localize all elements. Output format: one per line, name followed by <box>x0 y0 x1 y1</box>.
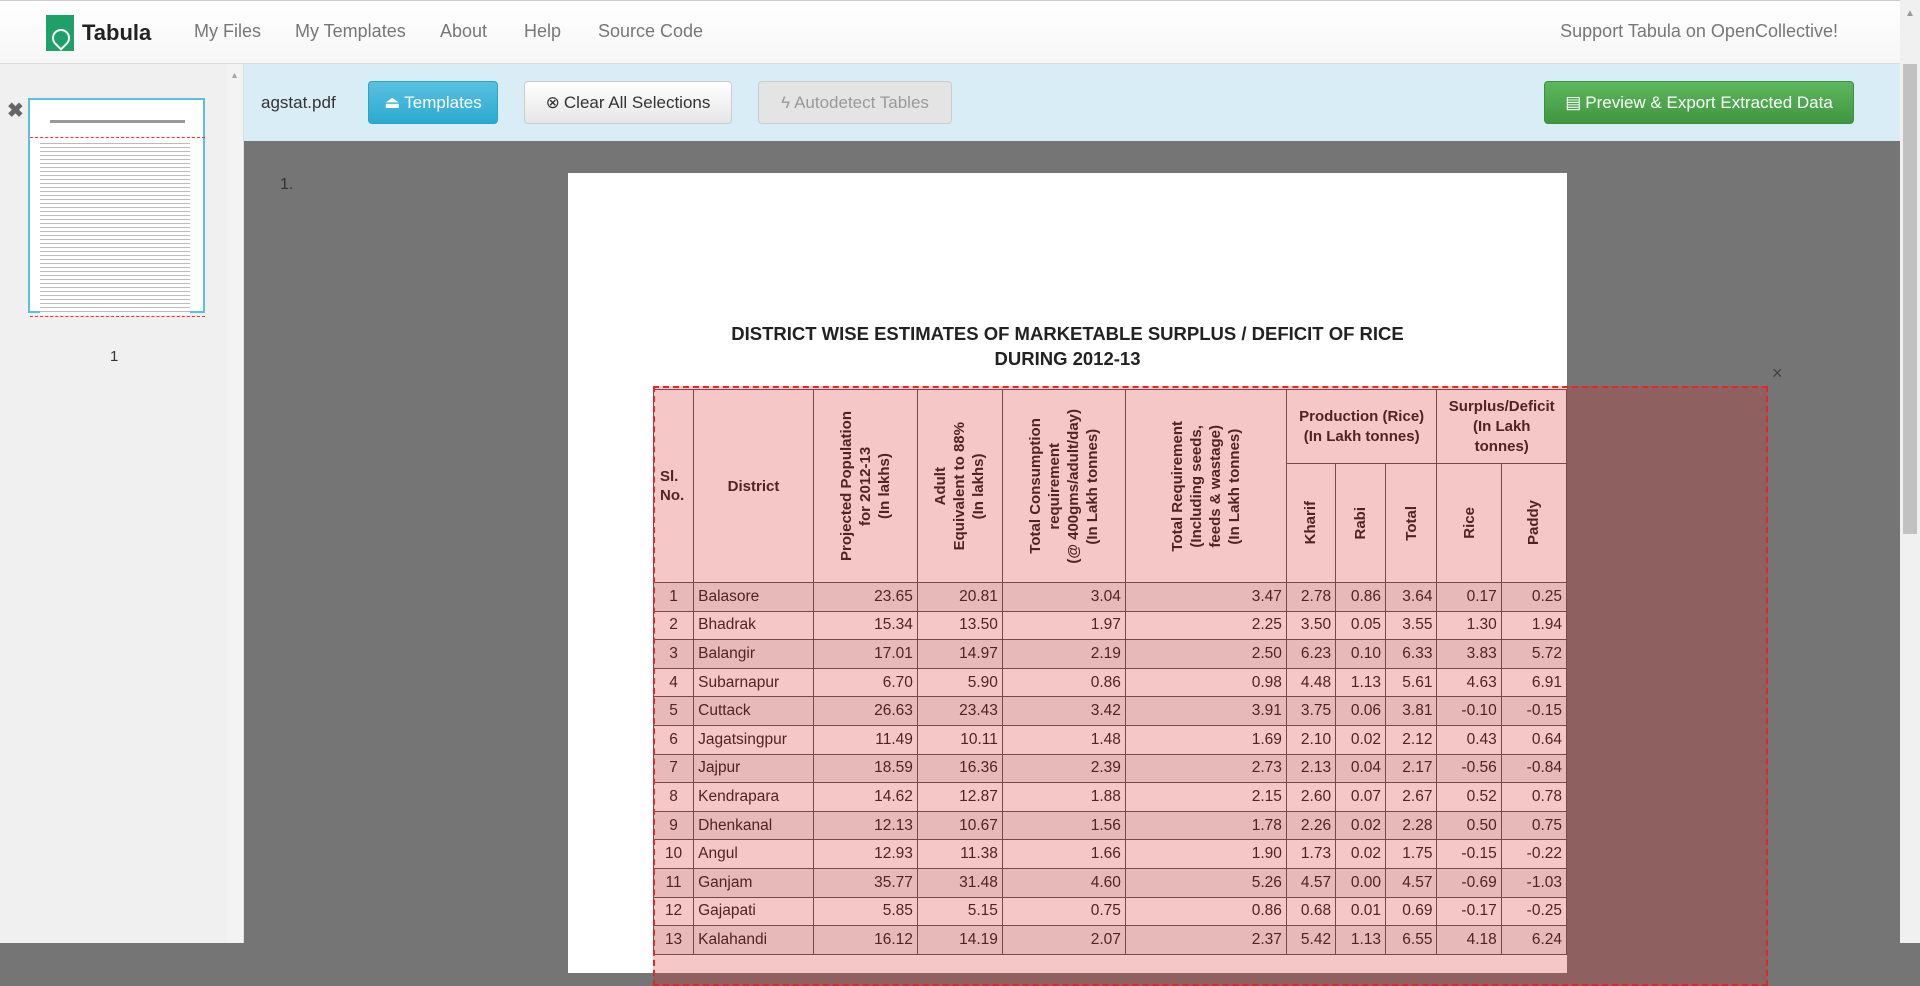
table-cell: 0.43 <box>1437 725 1501 754</box>
table-cell: Angul <box>694 840 814 869</box>
table-cell: 16.36 <box>917 754 1002 783</box>
table-cell: 2.26 <box>1286 811 1335 840</box>
support-link[interactable]: Support Tabula on OpenCollective! <box>1560 21 1838 41</box>
table-cell: Ganjam <box>694 868 814 897</box>
table-cell: 3.04 <box>1002 583 1125 612</box>
table-cell: 6.55 <box>1386 926 1437 955</box>
table-cell: 5.72 <box>1501 640 1566 669</box>
table-cell: -0.25 <box>1501 897 1566 926</box>
header-requirement: Total Requirement (Including seeds, feeds & wastage) (In Lakh tonnes) <box>1168 420 1243 552</box>
table-cell: -0.22 <box>1501 840 1566 869</box>
table-cell: 10 <box>654 840 694 869</box>
thumbnail-selection <box>30 137 205 317</box>
table-cell: -0.84 <box>1501 754 1566 783</box>
table-cell: -0.15 <box>1501 697 1566 726</box>
tabula-logo-icon <box>46 15 74 51</box>
brand-name: Tabula <box>82 20 152 45</box>
lightning-bolt-icon: ϟ <box>781 92 791 112</box>
table-cell: 5.42 <box>1286 926 1335 955</box>
table-cell: 8 <box>654 783 694 812</box>
header-total: Total <box>1402 505 1420 541</box>
table-cell: 7 <box>654 754 694 783</box>
table-cell: 0.75 <box>1002 897 1125 926</box>
table-cell: 15.34 <box>813 611 917 640</box>
table-cell: 31.48 <box>917 868 1002 897</box>
table-cell: Dhenkanal <box>694 811 814 840</box>
table-cell: 4.57 <box>1286 868 1335 897</box>
nav-my-files[interactable]: My Files <box>194 21 261 41</box>
table-cell: -0.56 <box>1437 754 1501 783</box>
table-cell: 1.97 <box>1002 611 1125 640</box>
table-cell: 2.39 <box>1002 754 1125 783</box>
table-cell: 1.73 <box>1286 840 1335 869</box>
thumbnail-page-number: 1 <box>110 348 119 365</box>
table-cell: 2.15 <box>1125 783 1286 812</box>
table-cell: 12.13 <box>813 811 917 840</box>
table-cell: 0.64 <box>1501 725 1566 754</box>
table-cell: 2.73 <box>1125 754 1286 783</box>
scroll-up-arrow-icon[interactable]: ▲ <box>1905 8 1915 19</box>
table-cell: 6 <box>654 725 694 754</box>
table-cell: 23.43 <box>917 697 1002 726</box>
document-title <box>568 321 1567 371</box>
scrollbar-thumb[interactable] <box>1903 64 1917 534</box>
table-cell: 11 <box>654 868 694 897</box>
table-cell: 5.15 <box>917 897 1002 926</box>
table-cell: 2.78 <box>1286 583 1335 612</box>
table-cell: 26.63 <box>813 697 917 726</box>
table-cell: 9 <box>654 811 694 840</box>
table-cell: 3.64 <box>1386 583 1437 612</box>
navbar <box>0 0 1900 64</box>
table-cell: 35.77 <box>813 868 917 897</box>
table-cell: -0.15 <box>1437 840 1501 869</box>
remove-selection-close-icon[interactable]: ✖ <box>7 100 24 122</box>
table-cell: 11.49 <box>813 725 917 754</box>
table-cell: 3.91 <box>1125 697 1286 726</box>
table-cell: 3.55 <box>1386 611 1437 640</box>
table-cell: Cuttack <box>694 697 814 726</box>
scroll-up-arrow-icon[interactable]: ▲ <box>230 70 239 80</box>
page-number-label: 1. <box>280 176 294 193</box>
table-cell: 0.06 <box>1336 697 1386 726</box>
table-cell: 0.86 <box>1125 897 1286 926</box>
header-adult-equivalent: Adult Equivalent to 88% (In lakhs) <box>932 421 988 551</box>
table-cell: 1.78 <box>1125 811 1286 840</box>
table-cell: 3.42 <box>1002 697 1125 726</box>
thumbnail-title <box>50 120 185 123</box>
table-cell: 3.81 <box>1386 697 1437 726</box>
table-cell: 10.67 <box>917 811 1002 840</box>
table-cell: 1.48 <box>1002 725 1125 754</box>
header-kharif: Kharif <box>1302 501 1320 545</box>
table-cell: Kalahandi <box>694 926 814 955</box>
table-cell: 2.25 <box>1125 611 1286 640</box>
table-cell: 0.10 <box>1336 640 1386 669</box>
table-cell: 2.28 <box>1386 811 1437 840</box>
file-name: agstat.pdf <box>261 93 336 112</box>
table-cell: Bhadrak <box>694 611 814 640</box>
table-cell: Subarnapur <box>694 668 814 697</box>
nav-about[interactable]: About <box>440 21 488 41</box>
nav-source-code[interactable]: Source Code <box>598 21 704 41</box>
header-paddy: Paddy <box>1525 500 1543 546</box>
table-cell: 4.18 <box>1437 926 1501 955</box>
header-district: District <box>694 390 814 583</box>
table-cell: 14.97 <box>917 640 1002 669</box>
table-cell: 4 <box>654 668 694 697</box>
table-cell: 2.19 <box>1002 640 1125 669</box>
export-label: Preview & Export Extracted Data <box>1585 92 1833 112</box>
table-cell: 2.07 <box>1002 926 1125 955</box>
templates-button[interactable] <box>368 81 498 124</box>
selection-close-icon[interactable]: × <box>1772 363 1783 383</box>
table-cell: Jajpur <box>694 754 814 783</box>
nav-help[interactable]: Help <box>524 21 562 41</box>
table-cell: 16.12 <box>813 926 917 955</box>
table-cell: 5.26 <box>1125 868 1286 897</box>
header-production: Production (Rice) (In Lakh tonnes) <box>1286 390 1437 464</box>
table-cell: -0.17 <box>1437 897 1501 926</box>
table-cell: 0.07 <box>1336 783 1386 812</box>
table-cell: Balangir <box>694 640 814 669</box>
table-cell: 2.67 <box>1386 783 1437 812</box>
nav-my-templates[interactable]: My Templates <box>295 21 406 41</box>
table-cell: 4.57 <box>1386 868 1437 897</box>
table-cell: 23.65 <box>813 583 917 612</box>
table-cell: 1.94 <box>1501 611 1566 640</box>
table-cell: 0.98 <box>1125 668 1286 697</box>
table-cell: 1.88 <box>1002 783 1125 812</box>
table-cell: 5.61 <box>1386 668 1437 697</box>
table-cell: 0.25 <box>1501 583 1566 612</box>
table-cell: 1.13 <box>1336 926 1386 955</box>
table-cell: Kendrapara <box>694 783 814 812</box>
table-cell: 0.17 <box>1437 583 1501 612</box>
table-cell: 6.23 <box>1286 640 1335 669</box>
table-cell: 0.01 <box>1336 897 1386 926</box>
brand-link[interactable] <box>46 15 151 51</box>
clear-circle-x-icon: ⊗ <box>545 92 560 112</box>
header-sl-no: Sl. No. <box>654 390 694 583</box>
clear-label: Clear All Selections <box>563 92 711 112</box>
header-rabi: Rabi <box>1352 506 1370 540</box>
table-cell: 10.11 <box>917 725 1002 754</box>
table-cell: 4.48 <box>1286 668 1335 697</box>
table-selection-region[interactable] <box>653 386 1768 986</box>
table-cell: 13.50 <box>917 611 1002 640</box>
sidebar-scrollbar[interactable] <box>227 64 243 943</box>
header-population: Projected Population for 2012-13 (In lakhs) <box>837 410 893 561</box>
table-cell: 0.78 <box>1501 783 1566 812</box>
title-line-2: DURING 2012-13 <box>994 348 1141 369</box>
table-cell: 3 <box>654 640 694 669</box>
table-cell: 1.66 <box>1002 840 1125 869</box>
header-rice: Rice <box>1460 507 1478 539</box>
table-cell: 0.02 <box>1336 811 1386 840</box>
table-cell: 2.12 <box>1386 725 1437 754</box>
table-cell: 2.13 <box>1286 754 1335 783</box>
header-consumption: Total Consumption requirement (@ 400gms/adult/day) (In Lakh tonnes) <box>1026 408 1101 564</box>
autodetect-tables-button[interactable] <box>758 81 952 124</box>
table-cell: 3.83 <box>1437 640 1501 669</box>
table-cell: -0.69 <box>1437 868 1501 897</box>
table-cell: 5.85 <box>813 897 917 926</box>
templates-icon: ⏏ <box>384 92 401 112</box>
table-cell: 14.62 <box>813 783 917 812</box>
table-cell: 1.30 <box>1437 611 1501 640</box>
table-cell: 0.50 <box>1437 811 1501 840</box>
autodetect-label: Autodetect Tables <box>794 92 929 112</box>
table-cell: 3.75 <box>1286 697 1335 726</box>
table-cell: 4.63 <box>1437 668 1501 697</box>
table-cell: 11.38 <box>917 840 1002 869</box>
table-cell: 2.10 <box>1286 725 1335 754</box>
table-cell: 1.90 <box>1125 840 1286 869</box>
table-cell: 6.24 <box>1501 926 1566 955</box>
table-cell: 2.50 <box>1125 640 1286 669</box>
table-cell: 0.86 <box>1002 668 1125 697</box>
table-cell: 12 <box>654 897 694 926</box>
table-cell: Balasore <box>694 583 814 612</box>
page-scrollbar[interactable] <box>1900 0 1920 943</box>
templates-label: Templates <box>404 92 482 112</box>
table-cell: 0.75 <box>1501 811 1566 840</box>
table-cell: 13 <box>654 926 694 955</box>
toolbar <box>244 64 1900 141</box>
table-cell: 0.52 <box>1437 783 1501 812</box>
table-cell: 1.69 <box>1125 725 1286 754</box>
table-cell: 0.04 <box>1336 754 1386 783</box>
table-cell: 2.17 <box>1386 754 1437 783</box>
table-cell: 2.60 <box>1286 783 1335 812</box>
table-cell: 1.56 <box>1002 811 1125 840</box>
table-cell: 0.68 <box>1286 897 1335 926</box>
table-cell: 0.02 <box>1336 725 1386 754</box>
table-cell: 14.19 <box>917 926 1002 955</box>
table-cell: 0.02 <box>1336 840 1386 869</box>
table-cell: 6.33 <box>1386 640 1437 669</box>
table-cell: 6.70 <box>813 668 917 697</box>
table-cell: 2 <box>654 611 694 640</box>
header-surplus-deficit: Surplus/Deficit (In Lakh tonnes) <box>1437 390 1567 464</box>
table-cell: 20.81 <box>917 583 1002 612</box>
table-cell: 0.00 <box>1336 868 1386 897</box>
table-cell: 6.91 <box>1501 668 1566 697</box>
table-cell: -0.10 <box>1437 697 1501 726</box>
page-thumbnail[interactable] <box>28 98 205 313</box>
table-cell: 12.87 <box>917 783 1002 812</box>
table-cell: 18.59 <box>813 754 917 783</box>
table-cell: 1.13 <box>1336 668 1386 697</box>
table-cell: 12.93 <box>813 840 917 869</box>
table-cell: -1.03 <box>1501 868 1566 897</box>
table-cell: 3.50 <box>1286 611 1335 640</box>
clear-all-selections-button[interactable] <box>524 81 732 124</box>
table-cell: 0.86 <box>1336 583 1386 612</box>
table-cell: 2.37 <box>1125 926 1286 955</box>
table-cell: 0.69 <box>1386 897 1437 926</box>
table-cell: Jagatsingpur <box>694 725 814 754</box>
table-cell: 5.90 <box>917 668 1002 697</box>
table-cell: 0.05 <box>1336 611 1386 640</box>
table-cell: 5 <box>654 697 694 726</box>
table-cell: 4.60 <box>1002 868 1125 897</box>
table-cell: 1.75 <box>1386 840 1437 869</box>
table-cell: 1 <box>654 583 694 612</box>
table-cell: 3.47 <box>1125 583 1286 612</box>
list-icon: ▤ <box>1565 92 1582 112</box>
title-line-1: DISTRICT WISE ESTIMATES OF MARKETABLE SURPLUS / DEFICIT OF RICE <box>731 323 1404 344</box>
table-cell: 17.01 <box>813 640 917 669</box>
preview-export-button[interactable] <box>1544 81 1854 124</box>
table-cell: Gajapati <box>694 897 814 926</box>
thumbnail-sidebar <box>0 64 244 943</box>
